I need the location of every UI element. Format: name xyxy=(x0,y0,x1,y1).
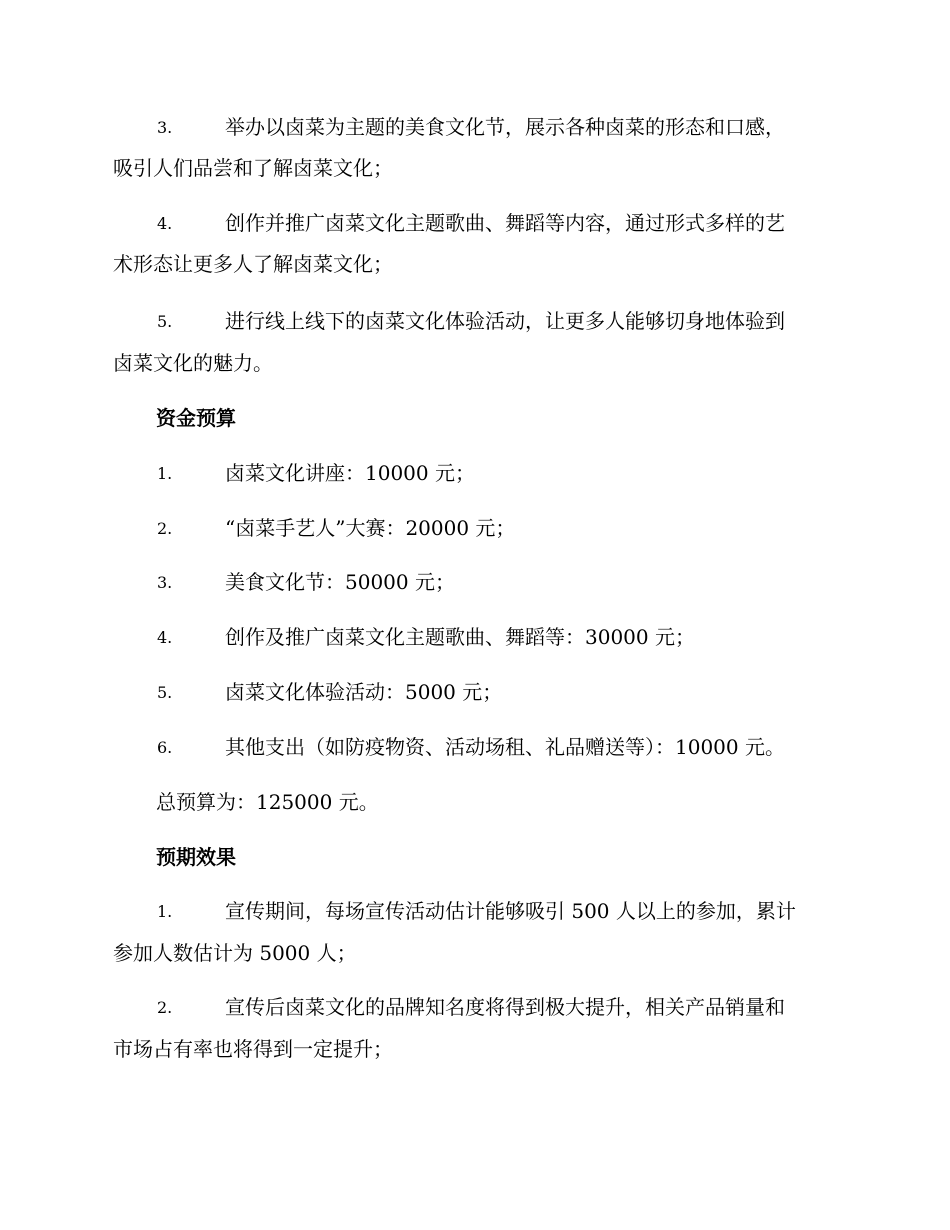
list-text-line2: 卤菜文化的魅力。 xyxy=(113,351,273,375)
budget-text: 卤菜文化体验活动：5000 元； xyxy=(225,680,503,704)
section-heading-effects: 预期效果 xyxy=(156,845,236,869)
list-number: 5. xyxy=(157,683,173,702)
list-number: 5. xyxy=(157,312,173,331)
list-text-line2: 吸引人们品尝和了解卤菜文化； xyxy=(113,156,393,180)
list-number: 6. xyxy=(157,738,173,757)
budget-text: 卤菜文化讲座：10000 元； xyxy=(225,461,475,485)
list-number: 3. xyxy=(157,573,173,592)
list-text-line2: 术形态让更多人了解卤菜文化； xyxy=(113,252,393,276)
list-text-line1: 创作并推广卤菜文化主题歌曲、舞蹈等内容，通过形式多样的艺 xyxy=(225,211,785,235)
budget-text: “卤菜手艺人”大赛：20000 元； xyxy=(225,516,516,540)
budget-total: 总预算为：125000 元。 xyxy=(156,790,379,814)
list-text-line1: 举办以卤菜为主题的美食文化节，展示各种卤菜的形态和口感， xyxy=(225,115,785,139)
budget-text: 创作及推广卤菜文化主题歌曲、舞蹈等：30000 元； xyxy=(225,625,695,649)
list-text-line2: 参加人数估计为 5000 人； xyxy=(113,941,357,965)
budget-text: 其他支出（如防疫物资、活动场租、礼品赠送等）：10000 元。 xyxy=(225,735,785,759)
list-text-line2: 市场占有率也将得到一定提升； xyxy=(113,1037,393,1061)
list-number: 1. xyxy=(157,464,173,483)
list-number: 1. xyxy=(157,902,173,921)
list-number: 2. xyxy=(157,998,173,1017)
section-heading-budget: 资金预算 xyxy=(156,406,236,430)
list-number: 4. xyxy=(157,214,173,233)
budget-text: 美食文化节：50000 元； xyxy=(225,570,455,594)
list-number: 3. xyxy=(157,118,173,137)
list-text-line1: 宣传期间，每场宣传活动估计能够吸引 500 人以上的参加，累计 xyxy=(225,899,796,923)
list-number: 2. xyxy=(157,519,173,538)
list-text-line1: 进行线上线下的卤菜文化体验活动，让更多人能够切身地体验到 xyxy=(225,309,785,333)
list-text-line1: 宣传后卤菜文化的品牌知名度将得到极大提升，相关产品销量和 xyxy=(225,995,785,1019)
list-number: 4. xyxy=(157,628,173,647)
